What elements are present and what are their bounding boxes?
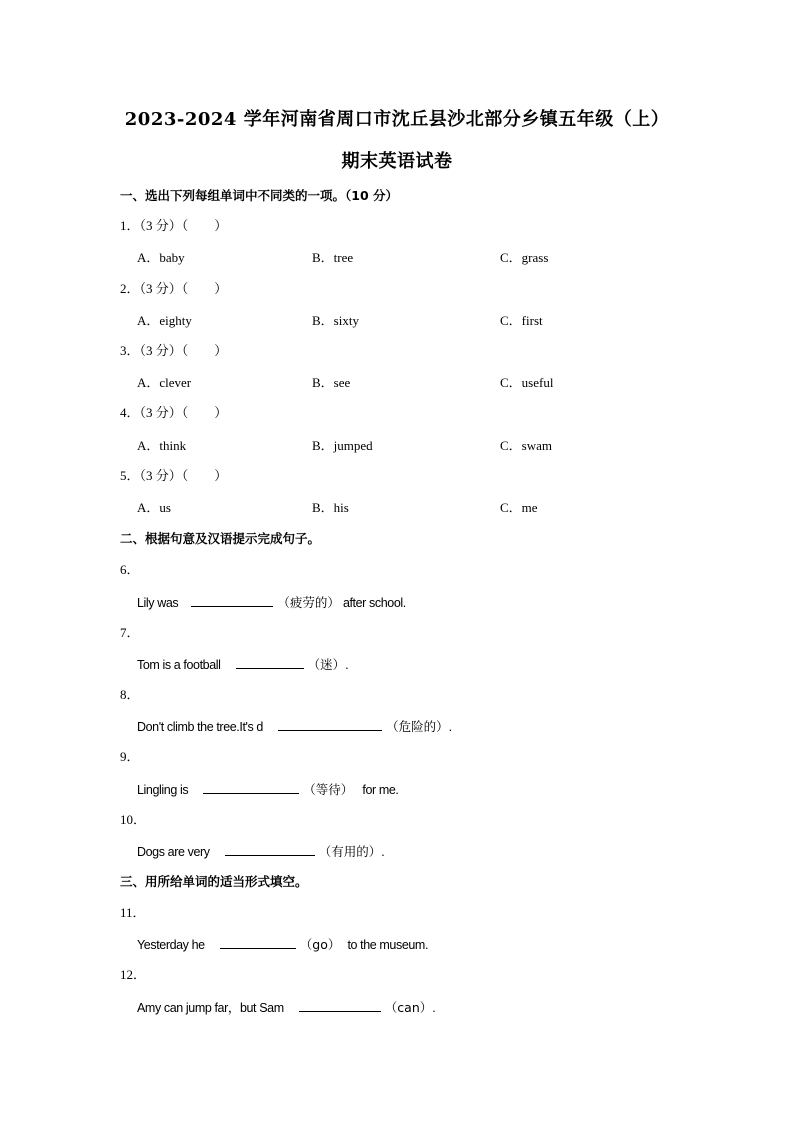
question-7-answer-blank[interactable]	[236, 654, 304, 669]
question-8-sentence	[137, 716, 452, 736]
question-2-option-a[interactable]: A．eighty	[137, 313, 192, 328]
question-12-answer-blank[interactable]	[299, 997, 381, 1012]
question-5-option-c[interactable]: C．me	[500, 500, 538, 515]
question-7-text-after: .	[345, 658, 349, 672]
question-5-option-b[interactable]: B．his	[312, 500, 349, 515]
question-9-number: 9．	[120, 749, 140, 764]
question-8-number: 8．	[120, 687, 140, 702]
question-7-sentence	[137, 654, 348, 674]
question-4-option-a[interactable]: A．think	[137, 438, 187, 453]
question-11-hint: （go）	[299, 937, 341, 952]
section2-heading: 二、根据句意及汉语提示完成句子。	[120, 531, 321, 546]
question-5-number: 5．（3 分）（ ）	[120, 468, 228, 483]
section1-heading: 一、选出下列每组单词中不同类的一项。（10 分）	[120, 188, 398, 203]
question-1-option-a[interactable]: A．baby	[137, 250, 185, 265]
question-10-text-before: Dogs are very	[137, 845, 210, 859]
question-11-number: 11．	[120, 905, 146, 920]
question-7-hint: （迷）	[307, 657, 346, 672]
question-10-number: 10．	[120, 812, 147, 827]
question-1-option-c[interactable]: C．grass	[500, 250, 549, 265]
question-4-number: 4．（3 分）（ ）	[120, 405, 228, 420]
section3-heading: 三、用所给单词的适当形式填空。	[120, 874, 308, 889]
question-3-option-b[interactable]: B．see	[312, 375, 351, 390]
question-4-option-c[interactable]: C．swam	[500, 438, 553, 453]
question-11-answer-blank[interactable]	[220, 934, 296, 949]
question-5-option-a[interactable]: A．us	[137, 500, 171, 515]
question-11-text-before: Yesterday he	[137, 938, 205, 952]
question-3-number: 3．（3 分）（ ）	[120, 343, 228, 358]
exam-title-line2: 期末英语试卷	[341, 151, 453, 172]
question-3-option-a[interactable]: A．clever	[137, 375, 192, 390]
question-12-hint: （can）	[384, 1000, 433, 1015]
question-4-option-b[interactable]: B．jumped	[312, 438, 373, 453]
question-9-text-after: for me.	[362, 783, 399, 797]
question-7-text-before: Tom is a football	[137, 658, 221, 672]
question-9-sentence	[137, 779, 398, 799]
question-8-answer-blank[interactable]	[278, 716, 382, 731]
question-8-hint: （危险的）	[386, 719, 449, 734]
question-8-text-after: .	[448, 720, 452, 734]
question-10-hint: （有用的）	[318, 844, 382, 859]
question-6-number: 6．	[120, 562, 140, 577]
question-2-option-c[interactable]: C．first	[500, 313, 543, 328]
question-12-text-before: Amy can jump far，but Sam	[137, 1001, 284, 1015]
question-6-sentence	[137, 592, 406, 612]
question-6-text-after: after school.	[342, 596, 406, 610]
question-10-text-after: .	[381, 845, 385, 859]
question-12-number: 12．	[120, 967, 147, 982]
question-12-sentence	[137, 997, 435, 1017]
question-9-text-before: Lingling is	[137, 783, 189, 797]
question-9-hint: （等待）	[303, 782, 354, 797]
question-3-option-c[interactable]: C．useful	[500, 375, 554, 390]
question-10-answer-blank[interactable]	[225, 841, 315, 856]
question-6-text-before: Lily was	[137, 596, 179, 610]
exam-title-line1: 2023-2024 学年河南省周口市沈丘县沙北部分乡镇五年级（上）	[124, 109, 670, 130]
question-9-answer-blank[interactable]	[203, 779, 299, 794]
question-11-text-after: to the museum.	[347, 938, 429, 952]
question-1-option-b[interactable]: B．tree	[312, 250, 354, 265]
question-11-sentence	[137, 934, 428, 954]
question-8-text-before: Don't climb the tree.It's d	[137, 720, 263, 734]
question-2-option-b[interactable]: B．sixty	[312, 313, 359, 328]
question-6-answer-blank[interactable]	[191, 592, 273, 607]
question-2-number: 2．（3 分）（ ）	[120, 281, 228, 296]
question-1-number: 1．（3 分）（ ）	[120, 218, 228, 233]
question-7-number: 7．	[120, 625, 140, 640]
question-6-hint: （疲劳的）	[277, 595, 340, 610]
question-10-sentence	[137, 841, 384, 861]
question-12-text-after: .	[432, 1001, 436, 1015]
